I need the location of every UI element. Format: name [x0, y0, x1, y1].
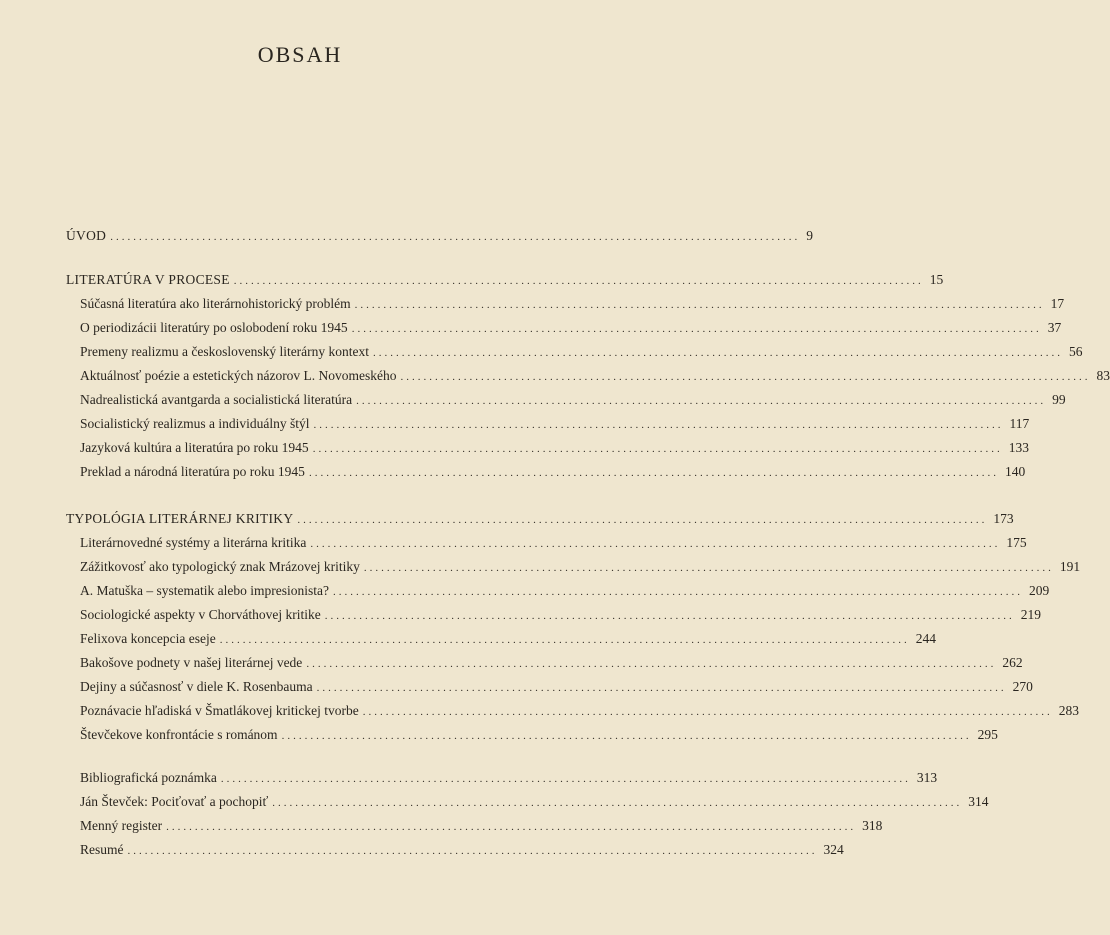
toc-entry-row: [0, 607, 1041, 629]
dot-leader: ........................................................................................................................: [312, 443, 1003, 455]
dot-leader: ........................................................................................................................: [220, 773, 911, 785]
toc-section-row: [0, 511, 1014, 533]
toc-entry-row: [0, 392, 1066, 414]
toc-entry-row: [0, 344, 1083, 366]
toc-page-number: 9: [806, 228, 813, 243]
toc-entry-label: Bakošove podnety v našej literárnej vede: [80, 655, 303, 670]
toc-entry-label: Súčasná literatúra ako literárnohistorický problém: [80, 296, 351, 311]
toc-entry-row: [0, 416, 1030, 438]
toc-entry-label: Preklad a národná literatúra po roku 1945: [80, 464, 305, 479]
toc-page-number: 175: [1006, 535, 1027, 550]
toc-entry-label: Aktuálnosť poézie a estetických názorov L. Novomeského: [80, 368, 397, 383]
dot-leader: ........................................................................................................................: [219, 634, 910, 646]
dot-leader: ........................................................................................................................: [363, 562, 1054, 574]
toc-entry-label: Ján Števček: Pociťovať a pochopiť: [80, 794, 269, 809]
toc-page-number: 17: [1050, 296, 1065, 311]
toc-entry-row: [0, 794, 989, 816]
toc-page-number: 173: [993, 511, 1014, 526]
toc-entry-row: [0, 818, 883, 840]
toc-page-number: 283: [1058, 703, 1080, 718]
toc-entry-label: Literárnovedné systémy a literárna kritika: [80, 535, 307, 550]
toc-entry-label: Jazyková kultúra a literatúra po roku 1945: [80, 440, 309, 455]
dot-leader: ........................................................................................................................: [281, 730, 972, 742]
toc-page-number: 133: [1008, 440, 1029, 455]
dot-leader: ........................................................................................................................: [354, 299, 1045, 311]
toc-page-number: 244: [915, 631, 936, 646]
toc-entry-row: [0, 727, 998, 749]
toc-page-number: 37: [1047, 320, 1062, 335]
toc-entry-row: [0, 770, 938, 792]
dot-leader: ........................................................................................................................: [127, 845, 818, 857]
toc-entry-row: [0, 440, 1029, 462]
toc-entry-label: Sociologické aspekty v Chorváthovej kritike: [80, 607, 321, 622]
toc-page-number: 83: [1096, 368, 1110, 383]
dot-leader: ........................................................................................................................: [310, 538, 1001, 550]
toc-entry-label: Nadrealistická avantgarda a socialistická literatúra: [80, 392, 353, 407]
toc-section-row: [0, 228, 813, 250]
toc-entry-label: LITERATÚRA V PROCESE: [66, 272, 230, 287]
toc-page-number: 191: [1059, 559, 1081, 574]
toc-entry-label: TYPOLÓGIA LITERÁRNEJ KRITIKY: [66, 511, 294, 526]
toc-entry-label: O periodizácii literatúry po oslobodení roku 1945: [80, 320, 348, 335]
dot-leader: ........................................................................................................................: [306, 658, 997, 670]
dot-leader: ........................................................................................................................: [351, 323, 1042, 335]
dot-leader: ........................................................................................................................: [297, 514, 988, 526]
toc-entry-row: [0, 842, 844, 864]
dot-leader: ........................................................................................................................: [362, 706, 1053, 718]
toc-entry-row: [0, 296, 1065, 318]
toc-entry-label: Socialistický realizmus a individuálny štýl: [80, 416, 310, 431]
dot-leader: ........................................................................................................................: [373, 347, 1064, 359]
toc-entry-row: [0, 368, 1110, 390]
toc-page-number: 56: [1069, 344, 1083, 359]
toc-entry-label: Dejiny a súčasnosť v diele K. Rosenbauma: [80, 679, 313, 694]
dot-leader: ........................................................................................................................: [233, 275, 924, 287]
toc-page-number: 270: [1012, 679, 1033, 694]
toc-entry-row: [0, 631, 936, 653]
page-title: OBSAH: [257, 42, 343, 67]
toc-entry-label: Premeny realizmu a československý literárny kontext: [80, 344, 370, 359]
toc-entry-label: ÚVOD: [66, 228, 107, 243]
toc-entry-row: [0, 679, 1033, 701]
toc-entry-label: Bibliografická poznámka: [80, 770, 217, 785]
toc-entry-row: [0, 703, 1080, 725]
toc-page-number: 219: [1020, 607, 1041, 622]
toc-section-row: [0, 272, 944, 294]
toc-entry-row: [0, 655, 1023, 677]
toc-page-number: 318: [862, 818, 883, 833]
toc-entry-row: [0, 320, 1062, 342]
dot-leader: ........................................................................................................................: [272, 797, 963, 809]
toc-page-number: 314: [968, 794, 989, 809]
toc-page-number: 209: [1028, 583, 1050, 598]
toc-page-number: 99: [1052, 392, 1066, 407]
toc-page-number: 15: [929, 272, 944, 287]
toc-entry-label: Menný register: [80, 818, 163, 833]
toc-page-number: 262: [1002, 655, 1023, 670]
dot-leader: ........................................................................................................................: [316, 682, 1007, 694]
toc-entry-label: Resumé: [80, 842, 124, 857]
toc-page-number: 140: [1004, 464, 1026, 479]
dot-leader: ........................................................................................................................: [332, 586, 1023, 598]
dot-leader: ........................................................................................................................: [400, 371, 1091, 383]
dot-leader: ........................................................................................................................: [166, 821, 857, 833]
toc-page-number: 324: [823, 842, 844, 857]
toc-page-number: 117: [1009, 416, 1030, 431]
dot-leader: ........................................................................................................................: [313, 419, 1004, 431]
dot-leader: ........................................................................................................................: [324, 610, 1015, 622]
toc-entry-row: [0, 559, 1081, 581]
dot-leader: ........................................................................................................................: [308, 467, 999, 479]
toc-entry-label: Poznávacie hľadiská v Šmatlákovej kritickej tvorbe: [80, 703, 359, 718]
toc-entry-label: A. Matuška – systematik alebo impresionista?: [80, 583, 329, 598]
dot-leader: ........................................................................................................................: [110, 231, 801, 243]
toc-entry-label: Zážitkovosť ako typologický znak Mrázovej kritiky: [80, 559, 360, 574]
toc-entry-label: Felixova koncepcia eseje: [80, 631, 216, 646]
toc-entry-row: [0, 535, 1027, 557]
dot-leader: ........................................................................................................................: [356, 395, 1047, 407]
toc-page-number: 313: [916, 770, 938, 785]
toc-entry-label: Števčekove konfrontácie s románom: [80, 727, 278, 742]
toc-page-number: 295: [977, 727, 998, 742]
toc-entry-row: [0, 583, 1050, 605]
toc-entry-row: [0, 464, 1026, 486]
